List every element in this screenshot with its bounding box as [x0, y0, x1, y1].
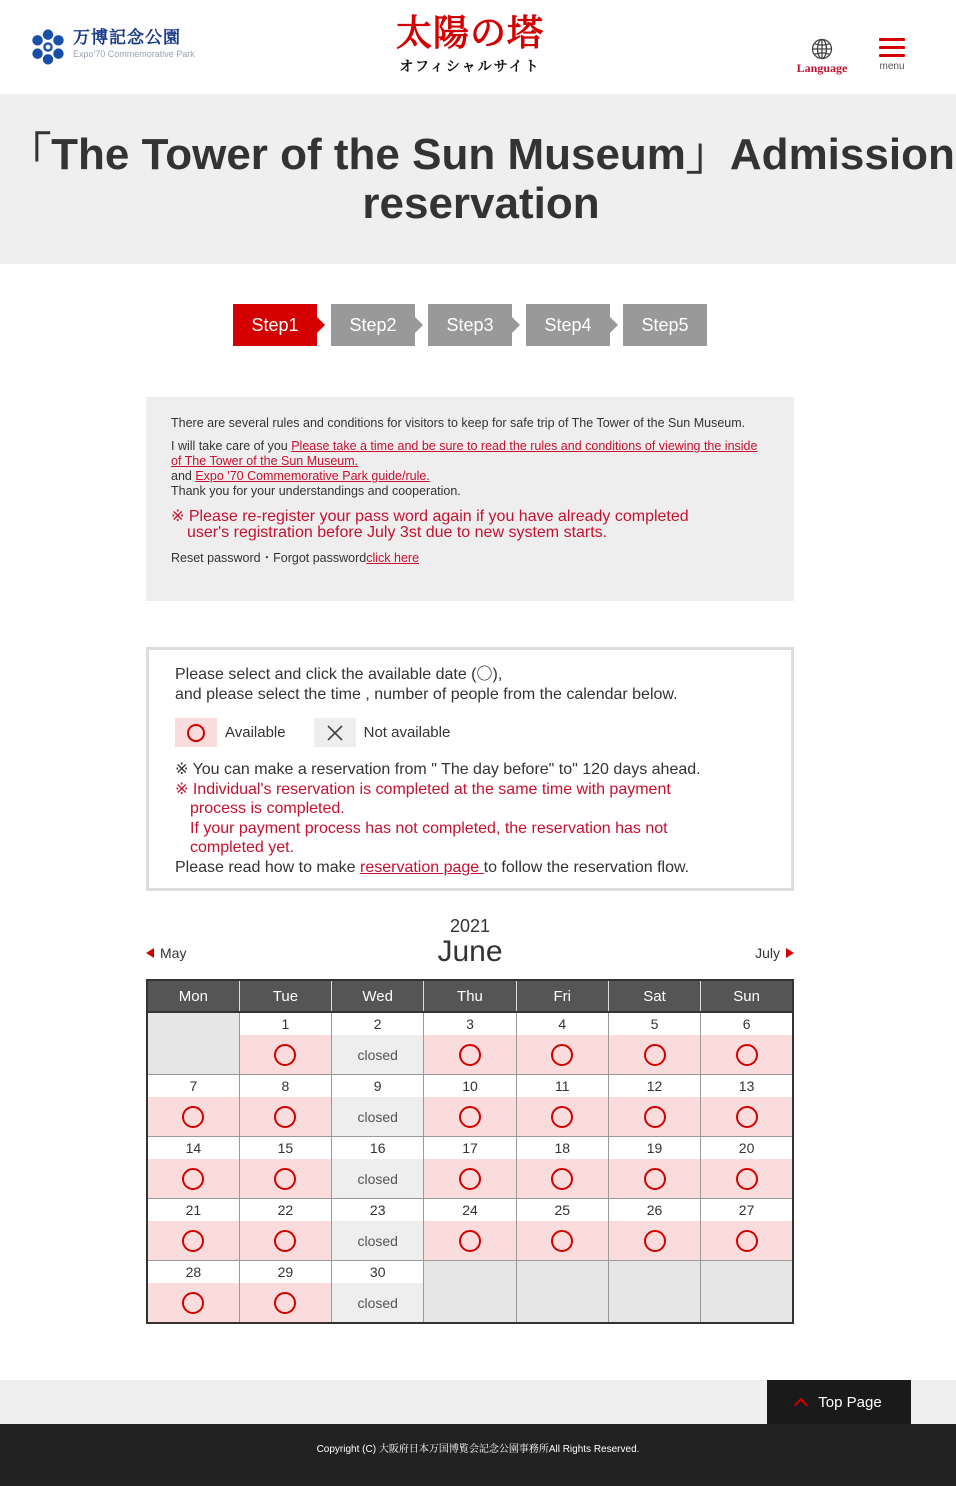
availability-slot[interactable]: [148, 1221, 239, 1260]
calendar-week-row: [147, 1137, 793, 1199]
available-circle-icon: [736, 1230, 758, 1252]
park-logo[interactable]: [29, 28, 195, 66]
calendar-week-row: [147, 1199, 793, 1261]
calendar-cell: [701, 1012, 793, 1075]
available-circle-icon: [644, 1168, 666, 1190]
calendar-cell: [608, 1012, 700, 1075]
day-number: 12: [609, 1075, 700, 1097]
closed-day-cell: [332, 1075, 423, 1136]
closed-day-cell: [332, 1261, 423, 1322]
available-circle-icon: [551, 1230, 573, 1252]
closed-label: closed: [332, 1035, 423, 1074]
calendar-cell: [424, 1075, 516, 1137]
available-circle-icon: [459, 1230, 481, 1252]
available-day-cell[interactable]: [240, 1013, 331, 1074]
park-guide-link[interactable]: Expo '70 Commemorative Park guide/rule.: [195, 469, 430, 483]
available-circle-icon: [182, 1230, 204, 1252]
available-day-cell[interactable]: [517, 1137, 608, 1198]
not-available-legend-icon: [314, 718, 356, 747]
day-number: 10: [424, 1075, 515, 1097]
notice-rules: I will take care of you Please take a time and be sure to read the rules and conditions of viewing the inside of The Tower of the Sun Museum. and Expo '70 Commemorative Park guide/rule. Thank you for your understandings and cooperation.: [171, 439, 758, 498]
availability-slot[interactable]: [517, 1221, 608, 1260]
available-day-cell[interactable]: [701, 1199, 792, 1260]
step-arrow-icon: [317, 317, 325, 333]
park-name-jp: 万博記念公園: [73, 28, 181, 47]
availability-slot[interactable]: [701, 1097, 792, 1136]
day-number: 27: [701, 1199, 792, 1221]
day-number: 13: [701, 1075, 792, 1097]
calendar-cell: [608, 1199, 700, 1261]
day-number: 19: [609, 1137, 700, 1159]
site-header: [0, 0, 956, 94]
empty-day-cell: [424, 1261, 515, 1322]
closed-label: closed: [332, 1221, 423, 1260]
available-day-cell[interactable]: [148, 1261, 239, 1322]
availability-slot[interactable]: [517, 1097, 608, 1136]
availability-slot[interactable]: [148, 1159, 239, 1198]
availability-slot[interactable]: [240, 1035, 331, 1074]
empty-day-cell: [701, 1261, 792, 1322]
available-day-cell[interactable]: [517, 1199, 608, 1260]
calendar-cell: [424, 1261, 516, 1324]
calendar-cell: [332, 1075, 424, 1137]
calendar-week-row: [147, 1261, 793, 1324]
step-5: Step5: [623, 304, 707, 346]
top-page-label: Top Page: [818, 1393, 882, 1411]
available-circle-icon: [644, 1044, 666, 1066]
chevron-up-icon: [794, 1397, 808, 1411]
available-circle-icon: [274, 1230, 296, 1252]
availability-slot[interactable]: [148, 1283, 239, 1322]
available-day-cell[interactable]: [609, 1199, 700, 1260]
closed-day-cell: [332, 1199, 423, 1260]
step-arrow-icon: [610, 317, 618, 333]
empty-day-cell: [609, 1261, 700, 1322]
availability-slot[interactable]: [240, 1097, 331, 1136]
availability-slot[interactable]: [424, 1159, 515, 1198]
calendar-week-row: [147, 1012, 793, 1075]
park-name-en: Expo'70 Commemorative Park: [73, 49, 195, 59]
available-day-cell[interactable]: [240, 1261, 331, 1322]
weekday-header-row: [147, 980, 793, 1012]
calendar-cell: [701, 1075, 793, 1137]
legend: [175, 718, 765, 747]
step-arrow-icon: [415, 317, 423, 333]
available-circle-icon: [459, 1044, 481, 1066]
calendar-cell: [147, 1261, 239, 1324]
arrow-right-icon: [786, 948, 794, 958]
closed-label: closed: [332, 1283, 423, 1322]
calendar-cell: [332, 1199, 424, 1261]
weekday-header: Tue: [239, 980, 331, 1012]
available-day-cell[interactable]: [701, 1137, 792, 1198]
calendar-cell: [332, 1137, 424, 1199]
available-day-cell[interactable]: [240, 1137, 331, 1198]
day-number: 15: [240, 1137, 331, 1159]
available-day-cell[interactable]: [240, 1199, 331, 1260]
step-3: Step3: [428, 304, 512, 346]
available-legend-label: Available: [225, 723, 286, 741]
availability-slot[interactable]: [609, 1035, 700, 1074]
reservation-window-note: ※ You can make a reservation from " The day before" to" 120 days ahead.: [175, 761, 701, 778]
weekday-header: Wed: [332, 980, 424, 1012]
page-title: 「The Tower of the Sun Museum」Admission reservation: [7, 130, 955, 228]
available-circle-icon: [551, 1044, 573, 1066]
availability-slot[interactable]: [424, 1035, 515, 1074]
site-subtitle: オフィシャルサイト: [399, 58, 541, 74]
notice-box: [146, 397, 794, 601]
day-number: 22: [240, 1199, 331, 1221]
reset-password-link[interactable]: click here: [366, 551, 420, 565]
available-circle-icon: [182, 1292, 204, 1314]
step-1: Step1: [233, 304, 317, 346]
available-day-cell[interactable]: [609, 1075, 700, 1136]
globe-icon: [811, 38, 833, 60]
available-circle-icon: [644, 1106, 666, 1128]
day-number: 9: [332, 1075, 423, 1097]
password-warning: ※ Please re-register your pass word again if you have already completed user's registration before July 3st due to new system starts.: [171, 508, 689, 541]
park-logo-icon: [29, 28, 67, 66]
available-circle-icon: [736, 1106, 758, 1128]
notice-intro: There are several rules and conditions for visitors to keep for safe trip of The Tower of the Sun Museum.: [171, 416, 746, 430]
available-day-cell[interactable]: [517, 1013, 608, 1074]
available-circle-icon: [551, 1168, 573, 1190]
day-number: 5: [609, 1013, 700, 1035]
available-circle-icon: [644, 1230, 666, 1252]
day-number: 14: [148, 1137, 239, 1159]
available-day-cell[interactable]: [240, 1075, 331, 1136]
instruction-line2: and please select the time , number of people from the calendar below.: [175, 685, 678, 703]
availability-slot[interactable]: [701, 1159, 792, 1198]
availability-slot[interactable]: [424, 1221, 515, 1260]
available-circle-icon: [459, 1168, 481, 1190]
calendar-cell: [701, 1261, 793, 1324]
calendar-cell: [239, 1137, 331, 1199]
weekday-header: Sun: [701, 980, 793, 1012]
day-number: 28: [148, 1261, 239, 1283]
available-day-cell[interactable]: [148, 1075, 239, 1136]
arrow-left-icon: [146, 948, 154, 958]
day-number: 1: [240, 1013, 331, 1035]
day-number: 24: [424, 1199, 515, 1221]
calendar-cell: [239, 1261, 331, 1324]
day-number: 17: [424, 1137, 515, 1159]
availability-slot[interactable]: [148, 1097, 239, 1136]
rules-link[interactable]: Please take a time and be sure to read the rules and conditions of viewing the inside of The Tower of the Sun Museum.: [171, 439, 758, 468]
available-day-cell[interactable]: [148, 1137, 239, 1198]
available-day-cell[interactable]: [424, 1013, 515, 1074]
available-circle-icon: [551, 1106, 573, 1128]
calendar-cell: [701, 1199, 793, 1261]
language-button[interactable]: [790, 38, 854, 76]
availability-slot[interactable]: [609, 1097, 700, 1136]
hamburger-icon: [872, 38, 912, 57]
available-day-cell[interactable]: [517, 1075, 608, 1136]
site-title: 太陽の塔: [395, 13, 544, 54]
prev-month-link[interactable]: May: [146, 945, 186, 961]
calendar-cell: [608, 1137, 700, 1199]
available-circle-icon: [274, 1044, 296, 1066]
weekday-header: Fri: [516, 980, 608, 1012]
availability-slot[interactable]: [609, 1221, 700, 1260]
reservation-page-link[interactable]: reservation page: [360, 858, 484, 876]
availability-slot[interactable]: [240, 1283, 331, 1322]
available-day-cell[interactable]: [701, 1013, 792, 1074]
day-number: 7: [148, 1075, 239, 1097]
calendar-cell: [239, 1012, 331, 1075]
calendar-cell: [424, 1199, 516, 1261]
calendar-cell: [516, 1261, 608, 1324]
reset-password-line: Reset password・Forgot passwordclick here: [171, 551, 420, 565]
day-number: 30: [332, 1261, 423, 1283]
closed-label: closed: [332, 1097, 423, 1136]
calendar-cell: [147, 1012, 239, 1075]
availability-slot[interactable]: [701, 1221, 792, 1260]
payment-note: ※ Individual's reservation is completed at the same time with payment process is completed. If your payment process has not completed, the reservation has not completed yet.: [175, 780, 671, 856]
calendar-cell: [239, 1075, 331, 1137]
instruction-box: [146, 647, 794, 891]
menu-button[interactable]: [872, 38, 912, 72]
calendar-cell: [516, 1137, 608, 1199]
title-band: [0, 94, 956, 264]
available-day-cell[interactable]: [609, 1137, 700, 1198]
availability-slot[interactable]: [517, 1159, 608, 1198]
calendar-cell: [424, 1012, 516, 1075]
weekday-header: Mon: [147, 980, 239, 1012]
calendar-cell: [608, 1075, 700, 1137]
language-label: Language: [796, 61, 848, 75]
available-day-cell[interactable]: [424, 1075, 515, 1136]
availability-slot[interactable]: [701, 1035, 792, 1074]
copyright-text: Copyright (C) 大阪府日本万国博覧会記念公園事務所All Rights Reserved.: [316, 1444, 640, 1455]
availability-slot[interactable]: [240, 1159, 331, 1198]
available-circle-icon: [459, 1106, 481, 1128]
closed-label: closed: [332, 1159, 423, 1198]
site-logo[interactable]: [378, 14, 562, 74]
day-number: 21: [148, 1199, 239, 1221]
step-2: Step2: [331, 304, 415, 346]
closed-day-cell: [332, 1013, 423, 1074]
availability-slot[interactable]: [609, 1159, 700, 1198]
calendar-cell: [147, 1137, 239, 1199]
available-legend-icon: [175, 718, 217, 747]
day-number: 20: [701, 1137, 792, 1159]
weekday-header: Thu: [424, 980, 516, 1012]
available-day-cell[interactable]: [609, 1013, 700, 1074]
calendar-cell: [516, 1199, 608, 1261]
available-day-cell[interactable]: [701, 1075, 792, 1136]
day-number: 18: [517, 1137, 608, 1159]
calendar-cell: [516, 1012, 608, 1075]
calendar-table: [146, 979, 794, 1324]
calendar-year: 2021: [449, 916, 491, 936]
available-day-cell[interactable]: [148, 1199, 239, 1260]
calendar-cell: [239, 1199, 331, 1261]
empty-day-cell: [517, 1261, 608, 1322]
available-circle-icon: [274, 1106, 296, 1128]
day-number: 2: [332, 1013, 423, 1035]
next-month-link[interactable]: July: [700, 945, 794, 961]
closed-day-cell: [332, 1137, 423, 1198]
availability-slot[interactable]: [517, 1035, 608, 1074]
step-4: Step4: [526, 304, 610, 346]
availability-slot[interactable]: [424, 1097, 515, 1136]
day-number: 26: [609, 1199, 700, 1221]
day-number: 29: [240, 1261, 331, 1283]
menu-label: menu: [879, 61, 905, 72]
calendar-week-row: [147, 1075, 793, 1137]
not-available-legend-label: Not available: [363, 723, 451, 741]
available-circle-icon: [182, 1106, 204, 1128]
available-circle-icon: [736, 1044, 758, 1066]
step-arrow-icon: [512, 317, 520, 333]
reservation-flow-note: Please read how to make reservation page to follow the reservation flow.: [175, 858, 690, 876]
calendar-cell: [332, 1012, 424, 1075]
day-number: 25: [517, 1199, 608, 1221]
empty-day-cell: [148, 1013, 239, 1074]
day-number: 3: [424, 1013, 515, 1035]
available-day-cell[interactable]: [424, 1137, 515, 1198]
day-number: 11: [517, 1075, 608, 1097]
calendar-cell: [332, 1261, 424, 1324]
calendar-cell: [147, 1075, 239, 1137]
available-circle-icon: [274, 1168, 296, 1190]
calendar-month: June: [437, 935, 503, 968]
calendar-cell: [701, 1137, 793, 1199]
instruction-line1: Please select and click the available date (〇),: [175, 666, 503, 683]
available-circle-icon: [274, 1292, 296, 1314]
top-page-button[interactable]: [767, 1380, 911, 1424]
day-number: 23: [332, 1199, 423, 1221]
available-day-cell[interactable]: [424, 1199, 515, 1260]
calendar-body: [147, 1012, 793, 1323]
day-number: 8: [240, 1075, 331, 1097]
available-circle-icon: [182, 1168, 204, 1190]
available-circle-icon: [736, 1168, 758, 1190]
day-number: 6: [701, 1013, 792, 1035]
day-number: 4: [517, 1013, 608, 1035]
calendar-cell: [608, 1261, 700, 1324]
calendar-cell: [147, 1199, 239, 1261]
availability-slot[interactable]: [240, 1221, 331, 1260]
site-footer: [0, 1424, 956, 1486]
day-number: 16: [332, 1137, 423, 1159]
calendar-cell: [516, 1075, 608, 1137]
calendar-cell: [424, 1137, 516, 1199]
weekday-header: Sat: [608, 980, 700, 1012]
